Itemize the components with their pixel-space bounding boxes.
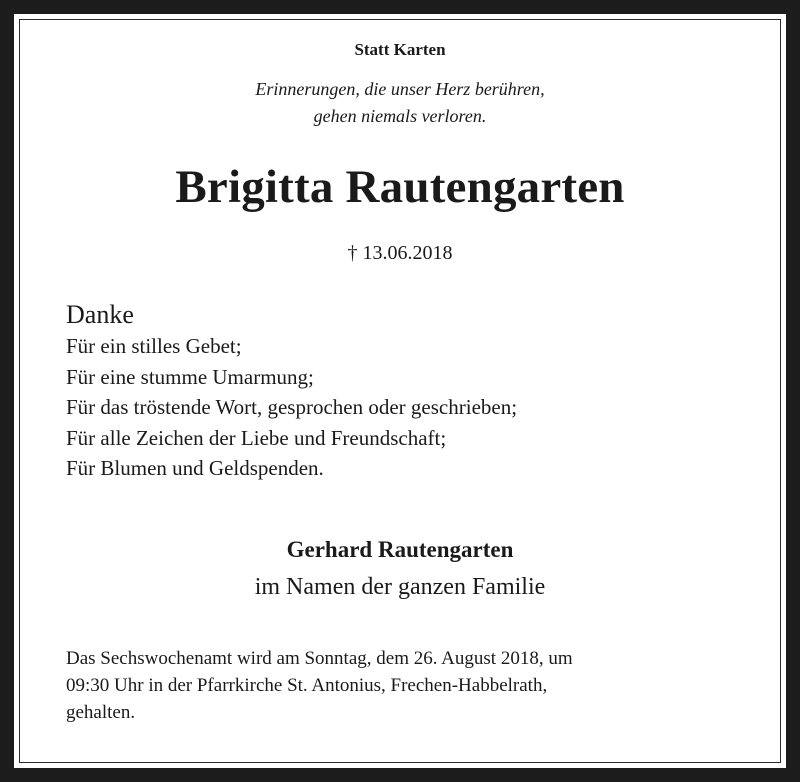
death-date: † 13.06.2018 bbox=[347, 242, 453, 264]
thanks-line: Für eine stumme Umarmung; bbox=[66, 364, 314, 389]
notice-line-3: gehalten. bbox=[66, 702, 136, 723]
statt-karten-heading: Statt Karten bbox=[354, 40, 446, 59]
thanks-line: Für Blumen und Geldspenden. bbox=[66, 456, 324, 480]
quote-line-2: gehen niemals verloren. bbox=[313, 106, 487, 126]
memorial-quote bbox=[0, 76, 800, 130]
service-notice bbox=[66, 645, 746, 726]
signer-name: Gerhard Rautengarten bbox=[286, 537, 514, 562]
signer-subline: im Namen der ganzen Familie bbox=[254, 574, 546, 600]
notice-line-1: Das Sechswochenamt wird am Sonntag, dem 26. August 2018, um bbox=[66, 648, 573, 669]
notice-line-2: 09:30 Uhr in der Pfarrkirche St. Antonius, Frechen-Habbelrath, bbox=[66, 675, 548, 696]
thanks-line: Für das tröstende Wort, gesprochen oder geschrieben; bbox=[66, 395, 518, 419]
thanks-line: Für alle Zeichen der Liebe und Freundschaft; bbox=[66, 425, 447, 450]
thanks-line: Für ein stilles Gebet; bbox=[66, 334, 242, 358]
thanks-section bbox=[66, 299, 766, 484]
thanks-title: Danke bbox=[66, 300, 134, 329]
deceased-name: Brigitta Rautengarten bbox=[175, 161, 625, 213]
quote-line-1: Erinnerungen, die unser Herz berühren, bbox=[255, 79, 545, 99]
